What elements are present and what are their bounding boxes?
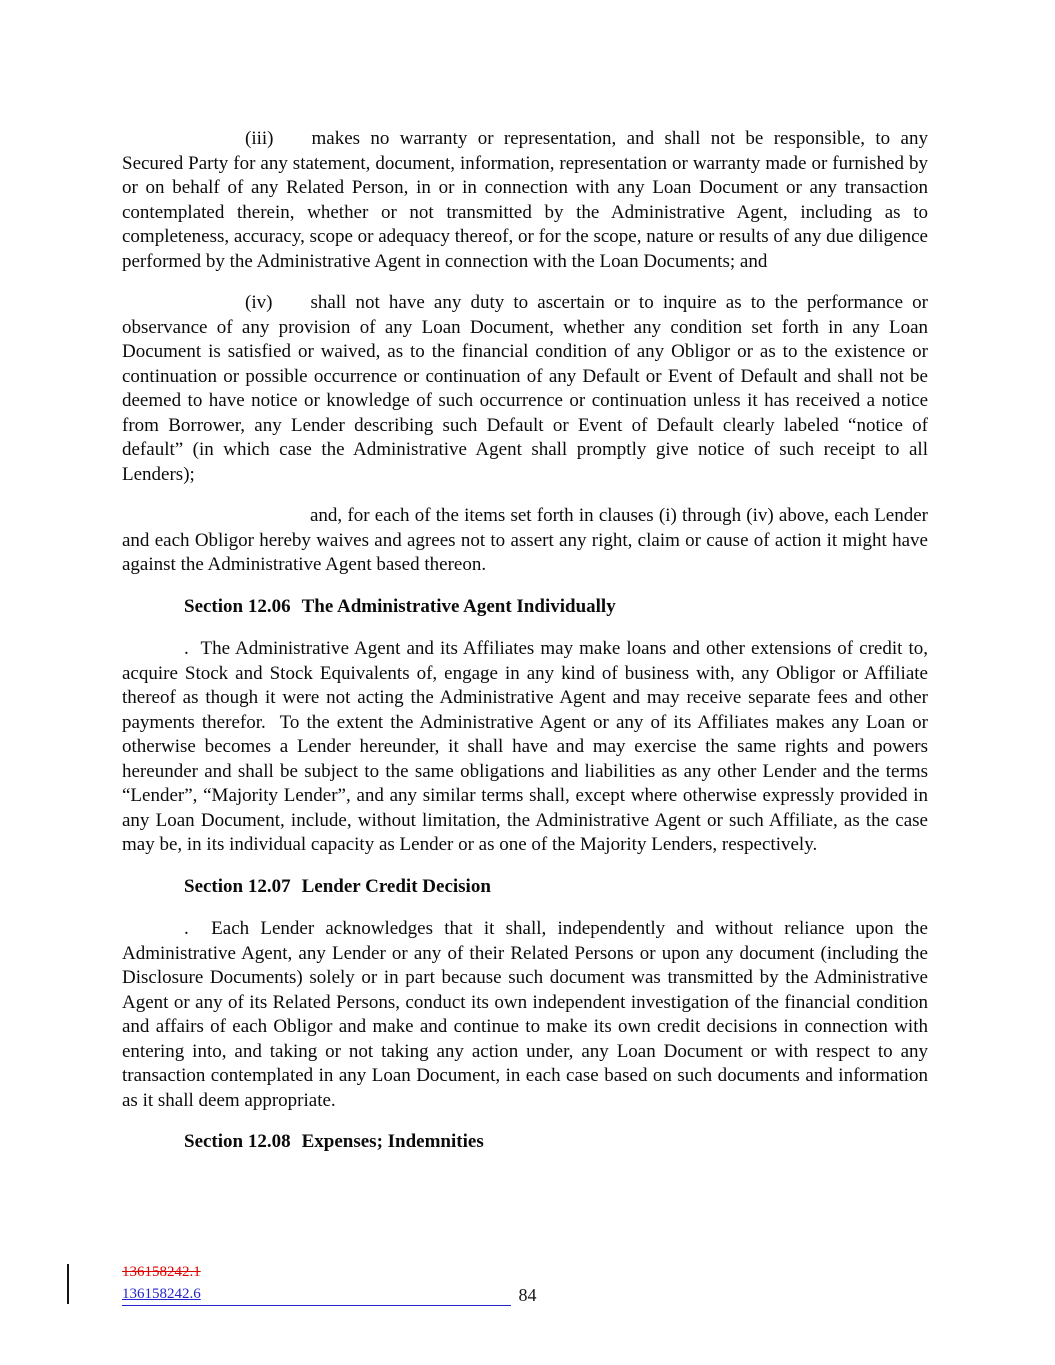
- section-number: Section 12.06: [184, 595, 291, 617]
- footer-doc-id-deleted: 136158242.1: [122, 1264, 201, 1280]
- section-heading-12-07: [122, 875, 928, 900]
- clause-iv-text: shall not have any duty to ascertain or to inquire as to the performance or observance of any provision of any Loan Document, whether any condition set forth in any Loan Document is satisfied or waived, as to the financial condition of any Obligor or as to the existence or continuation or possible occurrence or continuation of any Default or Event of Default and shall not be deemed to have notice or knowledge of such occurrence or continuation unless it has received a notice from Borrower, any Lender describing such Default or Event of Default clearly labeled “notice of default” (in which case the Administrative Agent shall promptly give notice of such receipt to all Lenders);: [122, 292, 933, 485]
- section-number: Section 12.07: [184, 875, 291, 897]
- section-heading-12-06: [122, 595, 928, 620]
- section-12-06-paragraph: [122, 637, 933, 858]
- clause-iii-paragraph: [122, 127, 933, 274]
- section-12-07-text: . Each Lender acknowledges that it shall, independently and without reliance upon the Administrative Agent, any Lender or any of their Related Persons or upon any document (including the Disclosure Documents) solely or in part because such document was transmitted by the Administrative Agent or any of its Related Persons, conduct its own independent investigation of the financial condition and affairs of each Obligor and make and continue to make its own credit decisions in connection with entering into, and taking or not taking any action under, any Loan Document or with respect to any transaction contemplated in any Loan Document, in each case based on such documents and information as it shall deem appropriate.: [122, 918, 933, 1111]
- clause-iv-paragraph: [122, 291, 933, 487]
- clause-iii-text: makes no warranty or representation, and shall not be responsible, to any Secured Party for any statement, document, information, representation or warranty made or furnished by or on behalf of any Related Person, in or in connection with any Loan Document or any transaction contemplated therein, whether or not transmitted by the Administrative Agent, including as to completeness, accuracy, scope or adequacy thereof, or for the scope, nature or results of any due diligence performed by the Administrative Agent in connection with the Loan Documents; and: [122, 128, 933, 272]
- wrapup-paragraph: [122, 504, 933, 578]
- clause-iii-marker: (iii): [245, 128, 274, 149]
- footer-doc-id-inserted: 136158242.6: [122, 1286, 201, 1302]
- section-12-06-text: . The Administrative Agent and its Affiliates may make loans and other extensions of credit to, acquire Stock and Stock Equivalents of, engage in any kind of business with, any Obligor or Affiliate thereof as though it were not acting the Administrative Agent and may receive separate fees and other payments therefor. To the extent the Administrative Agent or any of its Affiliates makes any Loan or otherwise becomes a Lender hereunder, it shall have and may exercise the same rights and powers hereunder and shall be subject to the same obligations and liabilities as any other Lender and the terms “Lender”, “Majority Lender”, and any similar terms shall, except where otherwise expressly provided in any Loan Document, include, without limitation, the Administrative Agent or such Affiliate, as the case may be, in its individual capacity as Lender or as one of the Majority Lenders, respectively.: [122, 638, 933, 855]
- section-number: Section 12.08: [184, 1131, 291, 1152]
- section-title: Expenses; Indemnities: [301, 1131, 484, 1152]
- page-number: 84: [518, 1285, 537, 1305]
- clause-iv-marker: (iv): [245, 292, 273, 313]
- wrapup-text: and, for each of the items set forth in clauses (i) through (iv) above, each Lender and each Obligor hereby waives and agrees not to assert any right, claim or cause of action it might have against the Administrative Agent based thereon.: [122, 505, 933, 575]
- section-title: The Administrative Agent Individually: [301, 595, 616, 617]
- section-title: Lender Credit Decision: [301, 875, 491, 897]
- section-heading-12-08: [122, 1130, 928, 1155]
- section-12-07-paragraph: [122, 917, 933, 1113]
- document-body: [122, 127, 933, 1173]
